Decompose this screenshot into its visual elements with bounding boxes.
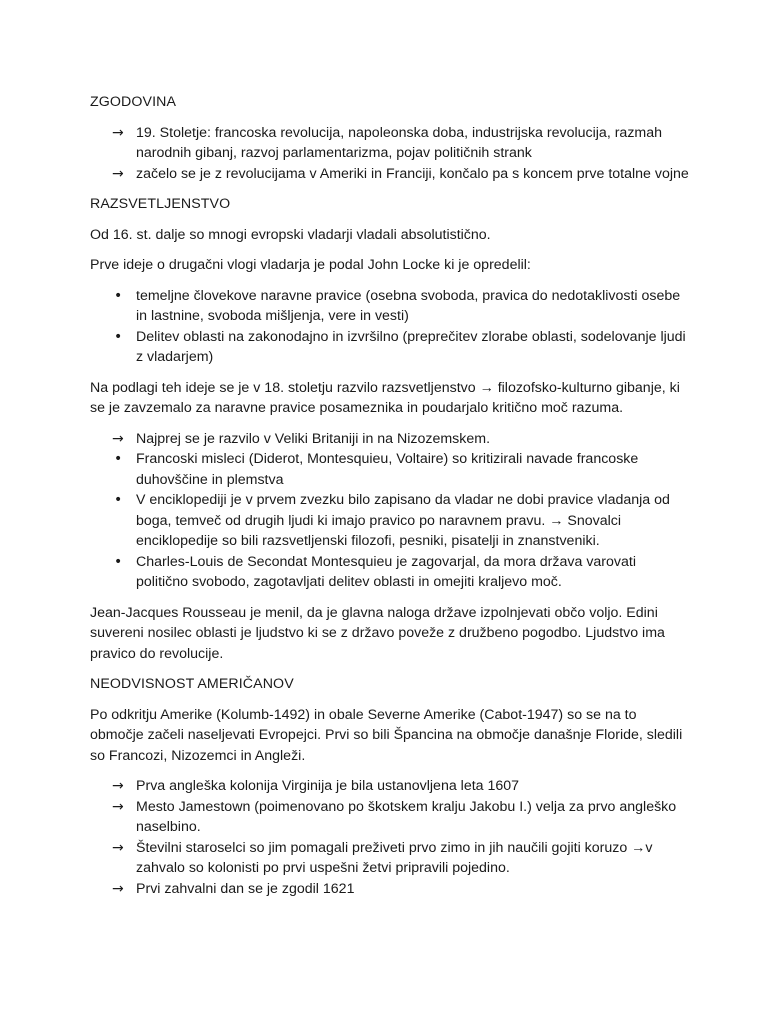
paragraph: Po odkritju Amerike (Kolumb-1492) in obale Severne Amerike (Cabot-1947) so se na to območje začeli naseljevati Evropejci. Prvi so bili Špancina na območje današnje Floride, sledili so Francozi, Nizozemci in Angleži.: [90, 706, 683, 764]
list-item: [90, 286, 690, 327]
bullet-icon: •: [114, 492, 123, 508]
list-item-text: Delitev oblasti na zakonodajno in izvršilno (preprečitev zlorabe oblasti, sodelovanje ljudi z vladarjem): [136, 328, 686, 365]
list-item: [90, 797, 690, 838]
arrow-icon: →: [112, 798, 124, 815]
arrow-icon: →: [112, 165, 124, 182]
paragraph: Na podlagi teh ideje se je v 18. stoletju razvilo razsvetljenstvo → filozofsko-kulturno gibanje, ki se je zavzemalo za naravne pravice posameznika in poudarjalo kritično moč razuma.: [90, 379, 680, 416]
list-item-text: začelo se je z revolucijama v Ameriki in Franciji, končalo pa s koncem prve totalne vojne: [136, 165, 689, 182]
list-item-text: V enciklopediji je v prvem zvezku bilo zapisano da vladar ne dobi pravice vladanja od boga, temveč od drugih ljudi ki imajo pravico po naravnem pravu. → Snovalci enciklopedije so bili razsvetljenski filozofi, pesniki, pisatelji in znanstveniki.: [136, 492, 670, 549]
list-item: [90, 429, 690, 450]
document-page: [90, 92, 690, 909]
list-item-text: Prva angleška kolonija Virginija je bila ustanovljena leta 1607: [136, 778, 520, 794]
list-item-text: Francoski misleci (Diderot, Montesquieu, Voltaire) so kritizirali navade francoske duhovščine in plemstva: [136, 451, 639, 488]
list-item: [90, 123, 690, 164]
list-item: [90, 776, 690, 797]
bullet-icon: •: [114, 553, 123, 570]
list-item-text: temeljne človekove naravne pravice (osebna svoboda, pravica do nedotaklivosti osebe in lastnine, svoboda mišljenja, vere in vesti): [136, 287, 681, 324]
arrow-icon: →: [112, 839, 124, 856]
list-item-text: Charles-Louis de Secondat Montesquieu je zagovarjal, da mora država varovati politično svobodo, zagotavljati delitev oblasti in omejiti kraljevo moč.: [136, 553, 636, 590]
arrow-icon: →: [112, 880, 124, 897]
heading-neodvisnost: NEODVISNOST AMERIČANOV: [90, 676, 294, 692]
arrow-icon: →: [112, 124, 124, 141]
list-item-text: Prvi zahvalni dan se je zgodil 1621: [136, 880, 355, 897]
heading-razsvetljenstvo: RAZSVETLJENSTVO: [90, 196, 231, 212]
list-razsvetljenstvo: [90, 429, 690, 593]
bullet-icon: •: [114, 287, 123, 304]
paragraph: Jean-Jacques Rousseau je menil, da je glavna naloga države izpolnjevati občo voljo. Edini suvereni nosilec oblasti je ljudstvo ki se z državo poveže z družbeno pogodbo. Ljudstvo ima pravico do revolucije.: [90, 604, 665, 662]
heading-zgodovina: ZGODOVINA: [90, 94, 177, 110]
list-item: [90, 490, 690, 552]
list-item-text: Mesto Jamestown (poimenovano po škotskem kralju Jakobu I.) velja za prvo angleško naselbino.: [136, 798, 677, 835]
list-item-text: Najprej se je razvilo v Veliki Britaniji in na Nizozemskem.: [136, 430, 491, 447]
bullet-icon: •: [114, 451, 123, 467]
paragraph: Od 16. st. dalje so mnogi evropski vladarji vladali absolutistično.: [90, 226, 491, 243]
list-item: [90, 164, 690, 185]
list-item-text: Številni staroselci so jim pomagali preživeti prvo zimo in jih naučili gojiti koruzo →v zahvalo so kolonisti po prvi uspešni žetvi pripravili pojedino.: [136, 839, 653, 876]
list-item: [90, 879, 690, 900]
list-item: [90, 552, 690, 593]
arrow-icon: →: [112, 430, 124, 447]
list-zgodovina: [90, 123, 690, 185]
list-amerika: [90, 776, 690, 899]
list-locke: [90, 286, 690, 368]
list-item: [90, 327, 690, 368]
arrow-icon: →: [112, 778, 124, 794]
bullet-icon: •: [114, 328, 123, 345]
list-item: [90, 449, 690, 490]
list-item-text: 19. Stoletje: francoska revolucija, napoleonska doba, industrijska revolucija, razmah narodnih gibanj, razvoj parlamentarizma, pojav političnih strank: [136, 124, 663, 161]
paragraph: Prve ideje o drugačni vlogi vladarja je podal John Locke ki je opredelil:: [90, 257, 531, 273]
list-item: [90, 838, 690, 879]
